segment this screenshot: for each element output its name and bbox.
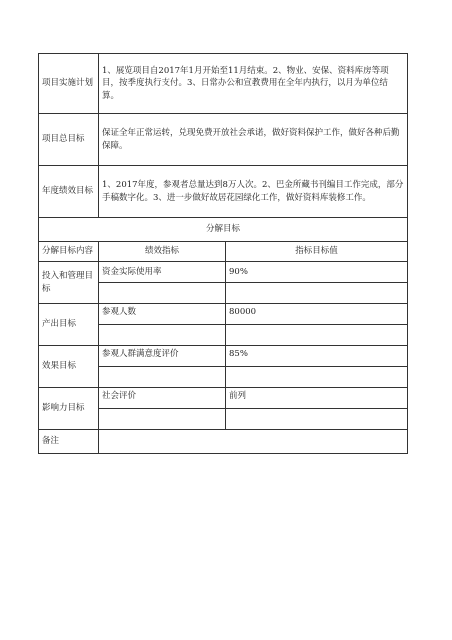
performance-goal-table bbox=[38, 53, 408, 454]
indicator-name: 参观人数 bbox=[99, 304, 226, 325]
indicator-value bbox=[226, 409, 408, 430]
implementation-plan-label: 项目实施计划 bbox=[39, 54, 99, 114]
indicator-value: 85% bbox=[226, 346, 408, 367]
indicator-name bbox=[99, 367, 226, 388]
header-goal-content: 分解目标内容 bbox=[39, 242, 99, 262]
implementation-plan-content: 1、展览项目自2017年1月开始至11月结束。2、物业、安保、资料库房等项目，按季度执行支付。3、日常办公和宣教费用在全年内执行，以月为单位结算。 bbox=[99, 54, 408, 114]
breakdown-header-row bbox=[39, 242, 408, 262]
indicator-name: 社会评价 bbox=[99, 388, 226, 409]
remarks-row bbox=[39, 430, 408, 454]
indicator-name bbox=[99, 325, 226, 346]
breakdown-title-row bbox=[39, 218, 408, 242]
overall-goal-row bbox=[39, 114, 408, 166]
header-target-value: 指标目标值 bbox=[226, 242, 408, 262]
breakdown-title: 分解目标 bbox=[39, 218, 408, 242]
remarks-content bbox=[99, 430, 408, 454]
indicator-value: 前列 bbox=[226, 388, 408, 409]
indicator-name: 资金实际使用率 bbox=[99, 262, 226, 283]
indicator-value bbox=[226, 325, 408, 346]
indicator-name bbox=[99, 283, 226, 304]
implementation-plan-row bbox=[39, 54, 408, 114]
indicator-value: 90% bbox=[226, 262, 408, 283]
indicator-value: 80000 bbox=[226, 304, 408, 325]
indicator-name bbox=[99, 409, 226, 430]
annual-goal-row bbox=[39, 166, 408, 218]
annual-goal-label: 年度绩效目标 bbox=[39, 166, 99, 218]
output-goal-label: 产出目标 bbox=[39, 304, 99, 346]
header-indicator: 绩效指标 bbox=[99, 242, 226, 262]
input-goal-row-1 bbox=[39, 262, 408, 283]
effect-goal-label: 效果目标 bbox=[39, 346, 99, 388]
remarks-label: 备注 bbox=[39, 430, 99, 454]
indicator-value bbox=[226, 367, 408, 388]
output-goal-row-1 bbox=[39, 304, 408, 325]
indicator-value bbox=[226, 283, 408, 304]
input-management-goal-label: 投入和管理目标 bbox=[39, 262, 99, 304]
overall-goal-content: 保证全年正常运转，兑现免费开放社会承诺，做好资料保护工作，做好各种后勤保障。 bbox=[99, 114, 408, 166]
influence-goal-label: 影响力目标 bbox=[39, 388, 99, 430]
indicator-name: 参观人群满意度评价 bbox=[99, 346, 226, 367]
overall-goal-label: 项目总目标 bbox=[39, 114, 99, 166]
influence-goal-row-1 bbox=[39, 388, 408, 409]
annual-goal-content: 1、2017年度，参观者总量达到8万人次。2、巴金所藏书刊编目工作完成，部分手稿数字化。3、进一步做好故居花园绿化工作，做好资料库装修工作。 bbox=[99, 166, 408, 218]
effect-goal-row-1 bbox=[39, 346, 408, 367]
